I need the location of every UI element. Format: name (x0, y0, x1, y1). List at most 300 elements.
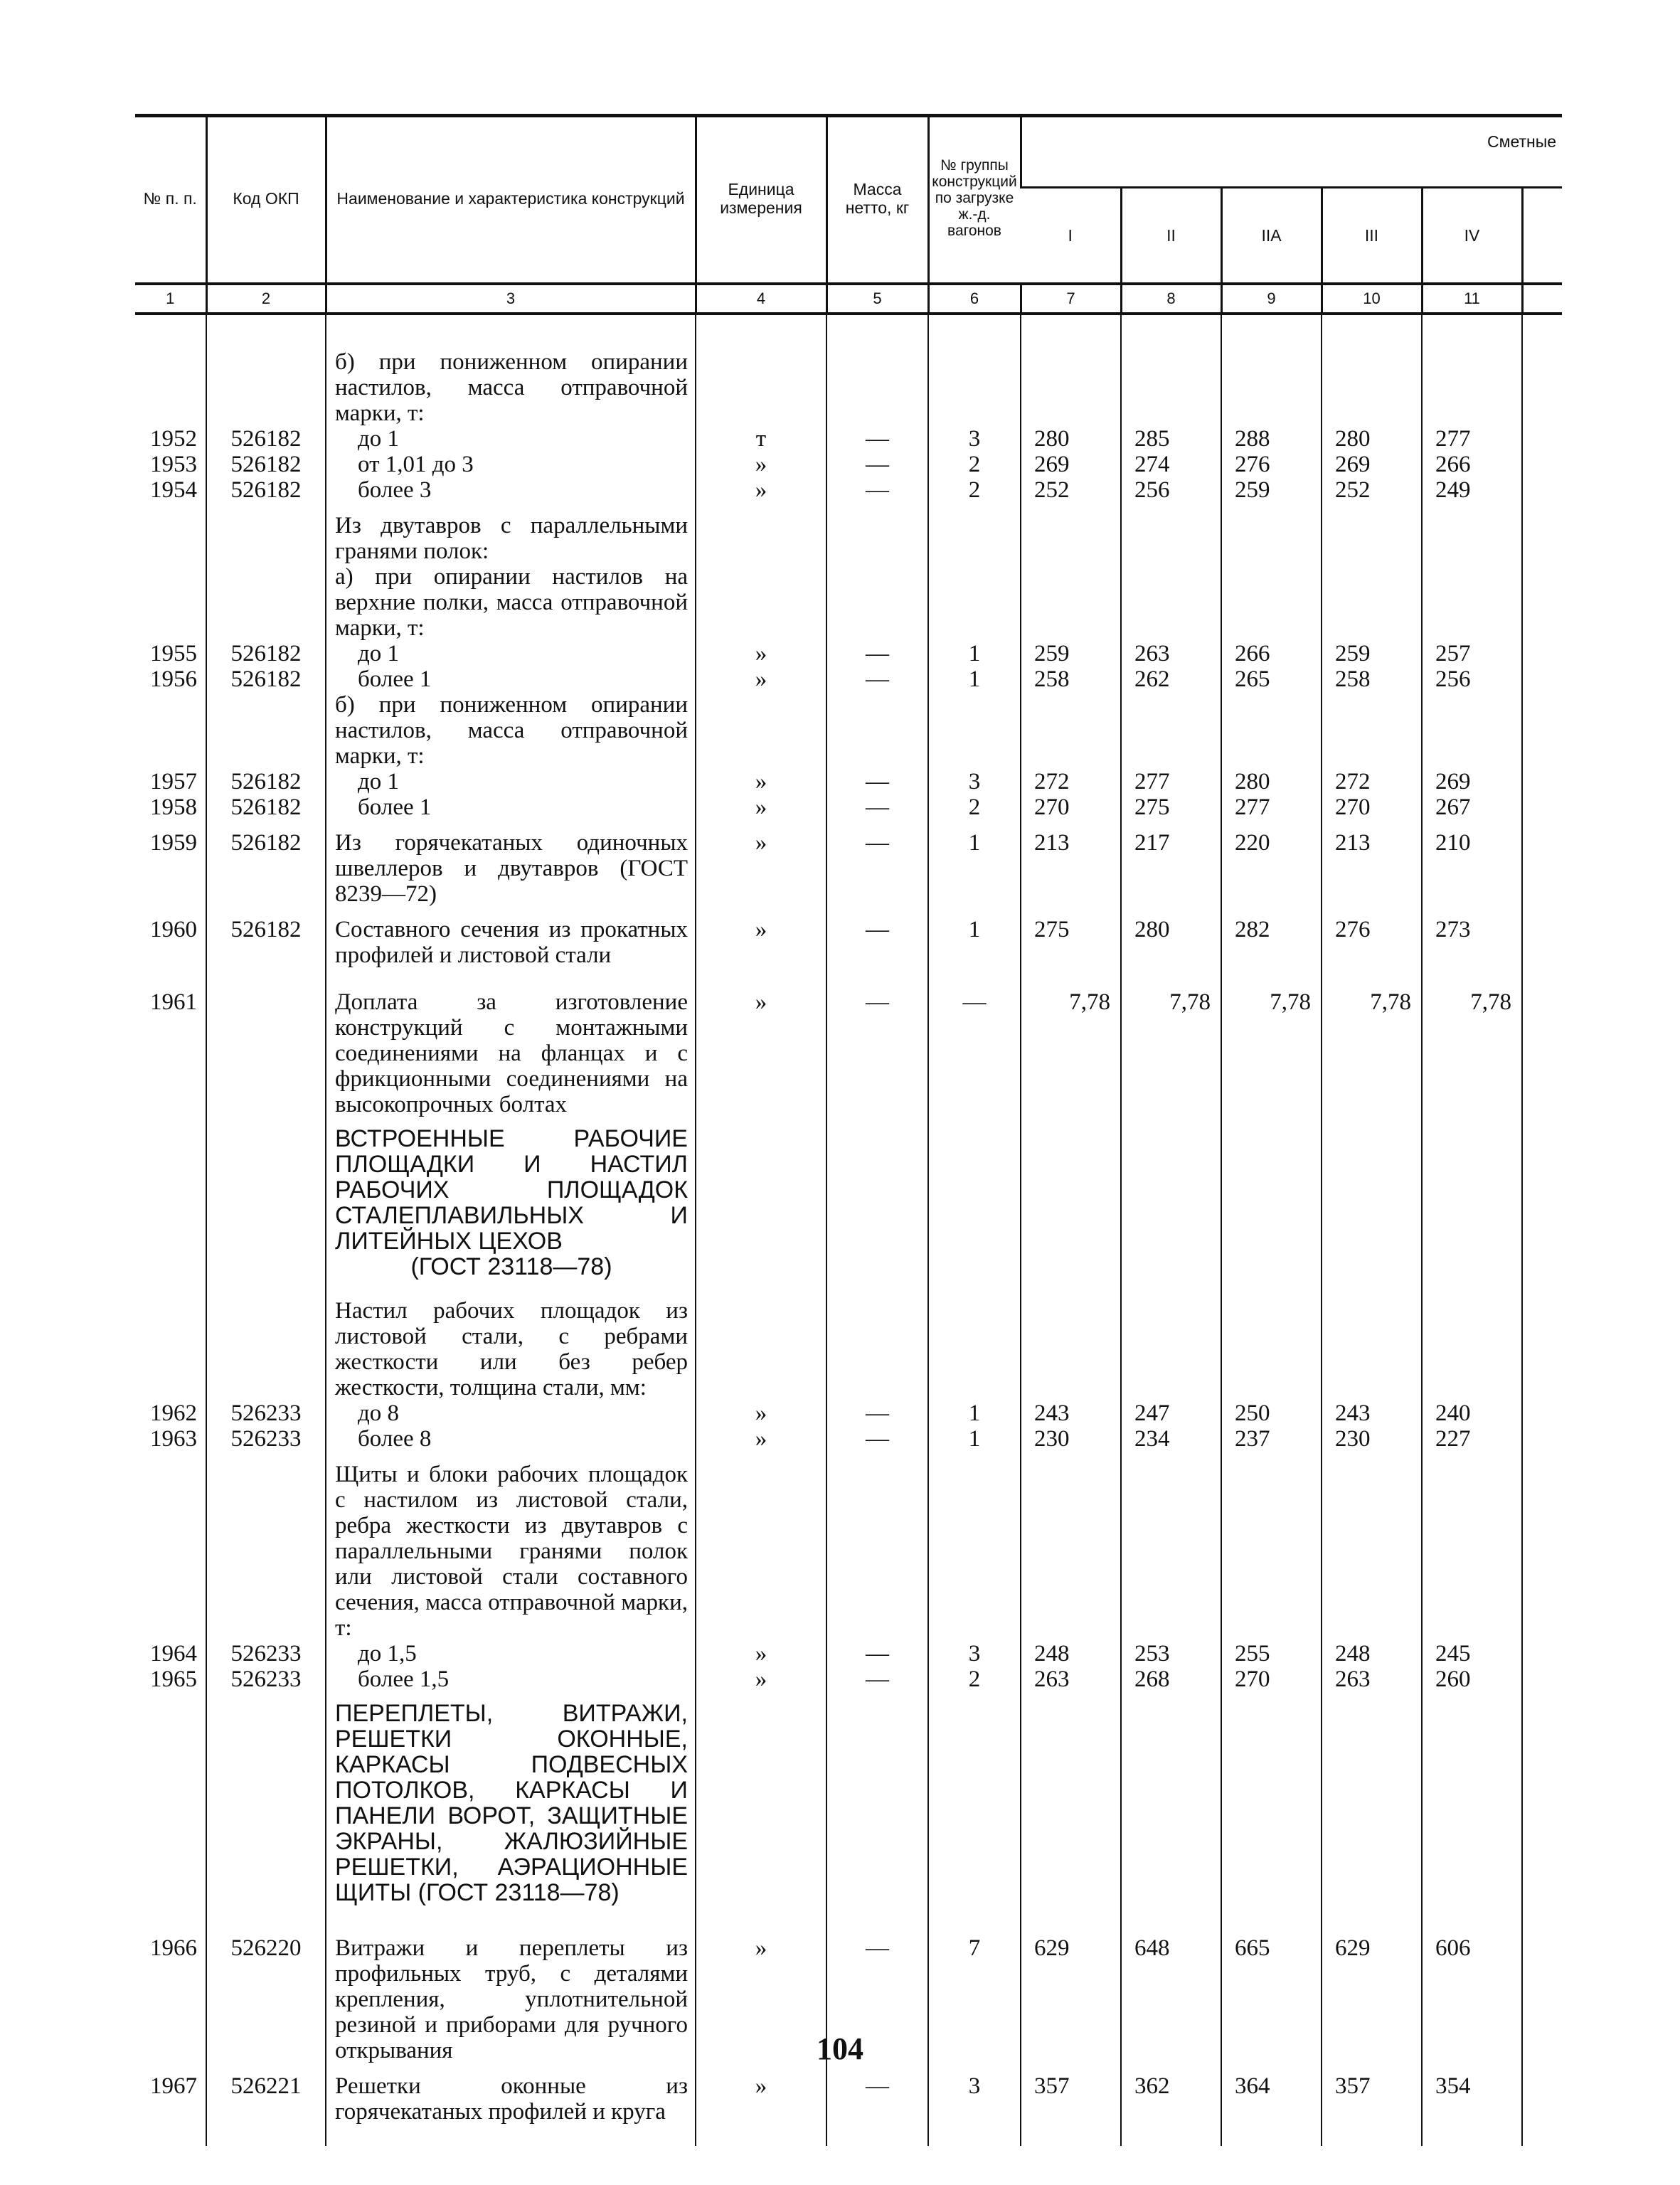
unit-cell: » (696, 452, 826, 477)
price-zone-5: 266 (1422, 452, 1522, 477)
okp-code: 526220 (206, 1935, 326, 2063)
wagon-group-cell: 3 (928, 769, 1021, 794)
price-zone-5: 354 (1422, 2073, 1522, 2125)
item-name: а) при опирании настилов на верхние полки, масса отправочной марки, т: (326, 564, 696, 641)
price-zone-2: 362 (1121, 2073, 1221, 2125)
item-name: ПЕРЕПЛЕТЫ, ВИТРАЖИ, РЕШЕТКИ ОКОННЫЕ, КАРКАСЫ ПОДВЕСНЫХ ПОТОЛКОВ, КАРКАСЫ И ПАНЕЛИ ВОРОТ, ЗАЩИТНЫЕ ЭКРАНЫ, ЖАЛЮЗИЙНЫЕ РЕШЕТКИ, АЭРАЦИОННЫЕ ЩИТЫ (ГОСТ 23118—78) (326, 1692, 696, 1914)
price-zone-3 (1221, 1298, 1322, 1400)
price-zone-3 (1221, 564, 1322, 641)
price-zone-4 (1322, 1117, 1422, 1288)
price-zone-2: 648 (1121, 1935, 1221, 2063)
price-zone-2: 268 (1121, 1666, 1221, 1692)
price-zone-1: 272 (1021, 769, 1121, 794)
price-zone-1: 258 (1021, 666, 1121, 692)
mass-cell: — (826, 666, 928, 692)
price-zone-4 (1322, 1462, 1422, 1641)
wagon-group-cell: 1 (928, 666, 1021, 692)
price-zone-1: 629 (1021, 1935, 1121, 2063)
price-zone-3: 280 (1221, 769, 1322, 794)
price-zone-3: 276 (1221, 452, 1322, 477)
okp-code (206, 349, 326, 426)
price-zone-2 (1121, 1298, 1221, 1400)
table-row (135, 1462, 1562, 1641)
price-zone-1: 243 (1021, 1400, 1121, 1426)
okp-code: 526233 (206, 1666, 326, 1692)
wagon-group-cell: 2 (928, 452, 1021, 477)
table-row (135, 513, 1562, 564)
table-body (135, 314, 1562, 2146)
row-number (135, 349, 206, 426)
header-zone-3: IIA (1221, 188, 1322, 285)
price-zone-5: 240 (1422, 1400, 1522, 1426)
row-number: 1964 (150, 1641, 197, 1666)
unit-cell: » (696, 794, 826, 820)
table-row (135, 1298, 1562, 1400)
row-number: 1954 (150, 477, 197, 503)
mass-cell (826, 349, 928, 426)
continued-column (1522, 426, 1562, 452)
row-number: 1953 (150, 452, 197, 477)
continued-column (1522, 830, 1562, 907)
price-zone-3: 665 (1221, 1935, 1322, 2063)
header-wagon-group: № группы конструкций по загрузке ж.-д. вагонов (928, 114, 1021, 284)
column-number: 5 (826, 284, 928, 314)
wagon-group-cell (928, 349, 1021, 426)
table-row (135, 1641, 1562, 1666)
item-name: Составного сечения из прокатных профилей и листовой стали (326, 917, 696, 968)
row-number: 1963 (150, 1426, 197, 1452)
header-mass: Масса нетто, кг (826, 114, 928, 284)
price-zone-4: 258 (1322, 666, 1422, 692)
continued-column (1522, 1641, 1562, 1666)
table-row (135, 1666, 1562, 1692)
item-name: от 1,01 до 3 (326, 452, 696, 477)
price-zone-2: 247 (1121, 1400, 1221, 1426)
row-number: 1955 (150, 641, 197, 666)
price-zone-3 (1221, 1117, 1322, 1288)
price-zone-3: 277 (1221, 794, 1322, 820)
price-zone-4 (1322, 692, 1422, 769)
unit-cell: » (696, 1426, 826, 1452)
price-zone-4: 252 (1322, 477, 1422, 503)
price-zone-2 (1121, 1462, 1221, 1641)
wagon-group-cell (928, 564, 1021, 641)
price-zone-2 (1121, 349, 1221, 426)
price-zone-4 (1322, 1692, 1422, 1914)
mass-cell (826, 1462, 928, 1641)
price-zone-5: 269 (1422, 769, 1522, 794)
price-zone-2: 277 (1121, 769, 1221, 794)
price-zone-4 (1322, 564, 1422, 641)
item-name: б) при пониженном опирании настилов, масса отправочной марки, т: (326, 692, 696, 769)
row-number: 1966 (150, 1935, 197, 1961)
price-zone-1 (1021, 1298, 1121, 1400)
wagon-group-cell: 2 (928, 794, 1021, 820)
item-name: до 1 (326, 426, 696, 452)
wagon-group-cell: 3 (928, 426, 1021, 452)
column-number: 11 (1422, 284, 1522, 314)
price-zone-1 (1021, 1117, 1121, 1288)
price-zone-4: 248 (1322, 1641, 1422, 1666)
table-row (135, 1426, 1562, 1452)
continued-column (1522, 794, 1562, 820)
mass-cell (826, 564, 928, 641)
price-zone-1: 275 (1021, 917, 1121, 968)
price-zone-1: 357 (1021, 2073, 1121, 2125)
column-number: 6 (928, 284, 1021, 314)
page-number: 104 (817, 2031, 863, 2066)
price-zone-4: 263 (1322, 1666, 1422, 1692)
price-zone-2: 7,78 (1121, 989, 1221, 1117)
wagon-group-cell: 1 (928, 641, 1021, 666)
row-number (135, 1298, 206, 1400)
table-row (135, 426, 1562, 452)
table-row (135, 564, 1562, 641)
item-name: Из двутавров с параллельными гранями полок: (326, 513, 696, 564)
price-zone-5 (1422, 1692, 1522, 1914)
row-number (135, 1117, 206, 1288)
price-zone-4: 270 (1322, 794, 1422, 820)
price-zone-1: 270 (1021, 794, 1121, 820)
column-number: 7 (1021, 284, 1121, 314)
table-header (135, 114, 1562, 314)
table-row (135, 477, 1562, 503)
price-zone-5 (1422, 1117, 1522, 1288)
table-row (135, 830, 1562, 907)
item-name: ВСТРОЕННЫЕ РАБОЧИЕ ПЛОЩАДКИ И НАСТИЛ РАБОЧИХ ПЛОЩАДОК СТАЛЕПЛАВИЛЬНЫХ И ЛИТЕЙНЫХ ЦЕХОВ (ГОСТ 23118—78) (326, 1117, 696, 1288)
price-zone-2 (1121, 564, 1221, 641)
mass-cell: — (826, 477, 928, 503)
okp-code: 526182 (206, 794, 326, 820)
row-number (135, 564, 206, 641)
mass-cell: — (826, 917, 928, 968)
price-zone-3 (1221, 692, 1322, 769)
unit-cell (696, 564, 826, 641)
continued-column (1522, 989, 1562, 1117)
price-zone-1: 263 (1021, 1666, 1121, 1692)
row-number: 1956 (150, 666, 197, 692)
price-zone-2: 285 (1121, 426, 1221, 452)
price-zone-5: 267 (1422, 794, 1522, 820)
mass-cell: — (826, 1641, 928, 1666)
okp-code: 526182 (206, 426, 326, 452)
table-row (135, 917, 1562, 968)
header-zone-2: II (1121, 188, 1221, 285)
price-zone-4: 230 (1322, 1426, 1422, 1452)
wagon-group-cell (928, 1692, 1021, 1914)
wagon-group-cell: 7 (928, 1935, 1021, 2063)
row-number (135, 1462, 206, 1641)
mass-cell: — (826, 830, 928, 907)
price-zone-2: 274 (1121, 452, 1221, 477)
mass-cell: — (826, 1400, 928, 1426)
price-zone-1 (1021, 349, 1121, 426)
item-name: Витражи и переплеты из профильных труб, с деталями крепления, уплотнительной резиной и приборами для ручного открывания (326, 1935, 696, 2063)
row-number (135, 1692, 206, 1914)
wagon-group-cell (928, 1462, 1021, 1641)
price-zone-3: 250 (1221, 1400, 1322, 1426)
price-zone-4: 629 (1322, 1935, 1422, 2063)
price-zone-3: 266 (1221, 641, 1322, 666)
continued-column (1522, 692, 1562, 769)
item-name: более 1 (326, 794, 696, 820)
item-name: более 1 (326, 666, 696, 692)
mass-cell: — (826, 1935, 928, 2063)
price-zone-3: 270 (1221, 1666, 1322, 1692)
header-zone-1: I (1021, 188, 1121, 285)
header-unit: Единица измерения (696, 114, 826, 284)
price-zone-4 (1322, 1298, 1422, 1400)
price-zone-5: 210 (1422, 830, 1522, 907)
price-zone-3 (1221, 1462, 1322, 1641)
okp-code: 526182 (206, 452, 326, 477)
mass-cell (826, 1692, 928, 1914)
price-zone-3 (1221, 513, 1322, 564)
price-zone-1: 252 (1021, 477, 1121, 503)
price-zone-2 (1121, 513, 1221, 564)
table-row (135, 1400, 1562, 1426)
price-zone-1: 280 (1021, 426, 1121, 452)
price-zone-5: 245 (1422, 1641, 1522, 1666)
okp-code: 526182 (206, 917, 326, 968)
okp-code (206, 1298, 326, 1400)
wagon-group-cell: 2 (928, 477, 1021, 503)
wagon-group-cell (928, 1117, 1021, 1288)
item-name: Из горячекатаных одиночных швеллеров и двутавров (ГОСТ 8239—72) (326, 830, 696, 907)
price-zone-2: 253 (1121, 1641, 1221, 1666)
price-zone-1 (1021, 564, 1121, 641)
price-zone-1: 213 (1021, 830, 1121, 907)
row-number: 1961 (150, 989, 197, 1015)
unit-cell: » (696, 769, 826, 794)
mass-cell: — (826, 794, 928, 820)
price-zone-5: 260 (1422, 1666, 1522, 1692)
wagon-group-cell: 3 (928, 1641, 1021, 1666)
wagon-group-cell (928, 692, 1021, 769)
price-zone-5: 7,78 (1422, 989, 1522, 1117)
price-zone-5: 249 (1422, 477, 1522, 503)
okp-code (206, 1692, 326, 1914)
item-name: более 8 (326, 1426, 696, 1452)
unit-cell: » (696, 917, 826, 968)
price-zone-3: 237 (1221, 1426, 1322, 1452)
table-row (135, 2073, 1562, 2125)
table-row (135, 692, 1562, 769)
mass-cell (826, 513, 928, 564)
unit-cell: » (696, 1400, 826, 1426)
wagon-group-cell: — (928, 989, 1021, 1117)
unit-cell: т (696, 426, 826, 452)
row-number: 1962 (150, 1400, 197, 1426)
price-zone-2 (1121, 692, 1221, 769)
price-zone-5 (1422, 564, 1522, 641)
mass-cell: — (826, 769, 928, 794)
price-zone-3: 288 (1221, 426, 1322, 452)
price-zone-3 (1221, 1692, 1322, 1914)
price-zone-3 (1221, 349, 1322, 426)
continued-column (1522, 1462, 1562, 1641)
unit-cell (696, 349, 826, 426)
table-row (135, 989, 1562, 1117)
continued-column (1522, 2073, 1562, 2125)
table-row (135, 641, 1562, 666)
header-zone-4: III (1322, 188, 1422, 285)
price-zone-4: 280 (1322, 426, 1422, 452)
unit-cell: » (696, 1666, 826, 1692)
price-zone-4 (1322, 349, 1422, 426)
price-zone-3: 265 (1221, 666, 1322, 692)
column-number: 8 (1121, 284, 1221, 314)
okp-code (206, 692, 326, 769)
wagon-group-cell: 3 (928, 2073, 1021, 2125)
okp-code (206, 989, 326, 1117)
column-number: 10 (1322, 284, 1422, 314)
price-zone-3: 259 (1221, 477, 1322, 503)
price-zone-3: 364 (1221, 2073, 1322, 2125)
wagon-group-cell: 1 (928, 1400, 1021, 1426)
header-estimate-group: Сметные (1021, 114, 1562, 188)
continued-column (1522, 1426, 1562, 1452)
price-zone-5 (1422, 349, 1522, 426)
section-heading-row (135, 1692, 1562, 1914)
row-number: 1967 (150, 2073, 197, 2099)
table-row (135, 452, 1562, 477)
column-number: 9 (1221, 284, 1322, 314)
price-zone-4: 272 (1322, 769, 1422, 794)
price-zone-4: 357 (1322, 2073, 1422, 2125)
wagon-group-cell: 1 (928, 917, 1021, 968)
price-zone-5: 606 (1422, 1935, 1522, 2063)
continued-column (1522, 513, 1562, 564)
mass-cell (826, 1117, 928, 1288)
item-name: до 1 (326, 641, 696, 666)
price-zone-2: 256 (1121, 477, 1221, 503)
row-number: 1960 (150, 917, 197, 942)
mass-cell: — (826, 426, 928, 452)
wagon-group-cell (928, 1298, 1021, 1400)
price-zone-4: 243 (1322, 1400, 1422, 1426)
mass-cell (826, 692, 928, 769)
price-zone-5: 227 (1422, 1426, 1522, 1452)
unit-cell (696, 692, 826, 769)
item-name: Решетки оконные из горячекатаных профилей и круга (326, 2073, 696, 2125)
price-zone-1: 248 (1021, 1641, 1121, 1666)
unit-cell (696, 1462, 826, 1641)
price-zone-5: 257 (1422, 641, 1522, 666)
mass-cell (826, 1298, 928, 1400)
price-zone-4: 276 (1322, 917, 1422, 968)
header-zone-5: IV (1422, 188, 1522, 285)
price-zone-1: 259 (1021, 641, 1121, 666)
okp-code (206, 1117, 326, 1288)
item-name: до 8 (326, 1400, 696, 1426)
unit-cell (696, 1117, 826, 1288)
column-number: 1 (135, 284, 206, 314)
price-zone-2: 263 (1121, 641, 1221, 666)
okp-code (206, 513, 326, 564)
okp-code: 526182 (206, 769, 326, 794)
okp-code: 526182 (206, 477, 326, 503)
price-zone-5 (1422, 692, 1522, 769)
price-table-page (135, 114, 1562, 2146)
header-name: Наименование и характеристика конструкций (326, 114, 696, 284)
table-row (135, 666, 1562, 692)
price-zone-3: 220 (1221, 830, 1322, 907)
row-number: 1952 (150, 426, 197, 452)
mass-cell: — (826, 1426, 928, 1452)
item-name: до 1,5 (326, 1641, 696, 1666)
item-name: б) при пониженном опирании настилов, масса отправочной марки, т: (326, 349, 696, 426)
header-row-number: № п. п. (143, 188, 197, 208)
continued-column (1522, 1298, 1562, 1400)
header-zone-continued (1522, 188, 1562, 285)
table-row (135, 794, 1562, 820)
column-number-continued (1522, 284, 1562, 314)
table-row (135, 349, 1562, 426)
row-number: 1959 (150, 830, 197, 856)
price-zone-5: 273 (1422, 917, 1522, 968)
unit-cell: » (696, 830, 826, 907)
okp-code: 526233 (206, 1641, 326, 1666)
price-zone-1: 230 (1021, 1426, 1121, 1452)
price-zone-4: 269 (1322, 452, 1422, 477)
price-zone-1: 269 (1021, 452, 1121, 477)
wagon-group-cell: 1 (928, 830, 1021, 907)
price-zone-2: 262 (1121, 666, 1221, 692)
continued-column (1522, 917, 1562, 968)
item-name: Щиты и блоки рабочих площадок с настилом из листовой стали, ребра жесткости из двутавров с параллельными гранями полок или листовой стали составного сечения, масса отправочной марки, т: (326, 1462, 696, 1641)
mass-cell: — (826, 452, 928, 477)
price-zone-1 (1021, 513, 1121, 564)
price-zone-2 (1121, 1117, 1221, 1288)
section-heading-standard: (ГОСТ 23118—78) (410, 1253, 612, 1280)
price-zone-1 (1021, 1692, 1121, 1914)
okp-code (206, 1462, 326, 1641)
price-zone-3: 7,78 (1221, 989, 1322, 1117)
okp-code: 526182 (206, 641, 326, 666)
mass-cell: — (826, 2073, 928, 2125)
table-row (135, 769, 1562, 794)
row-number (135, 692, 206, 769)
column-number: 4 (696, 284, 826, 314)
price-zone-3: 255 (1221, 1641, 1322, 1666)
continued-column (1522, 1666, 1562, 1692)
item-name: Настил рабочих площадок из листовой стали, с ребрами жесткости или без ребер жесткости, толщина стали, мм: (326, 1298, 696, 1400)
continued-column (1522, 641, 1562, 666)
unit-cell (696, 1692, 826, 1914)
continued-column (1522, 1692, 1562, 1914)
okp-code: 526182 (206, 666, 326, 692)
unit-cell: » (696, 989, 826, 1117)
price-zone-2: 234 (1121, 1426, 1221, 1452)
okp-code: 526182 (206, 830, 326, 907)
column-number: 2 (206, 284, 326, 314)
item-name: более 3 (326, 477, 696, 503)
unit-cell: » (696, 477, 826, 503)
column-number: 3 (326, 284, 696, 314)
price-zone-3: 282 (1221, 917, 1322, 968)
okp-code: 526233 (206, 1400, 326, 1426)
wagon-group-cell: 2 (928, 1666, 1021, 1692)
unit-cell: » (696, 641, 826, 666)
unit-cell: » (696, 2073, 826, 2125)
wagon-group-cell: 1 (928, 1426, 1021, 1452)
price-zone-2: 275 (1121, 794, 1221, 820)
price-zone-2: 217 (1121, 830, 1221, 907)
wagon-group-cell (928, 513, 1021, 564)
continued-column (1522, 666, 1562, 692)
price-zone-4: 259 (1322, 641, 1422, 666)
